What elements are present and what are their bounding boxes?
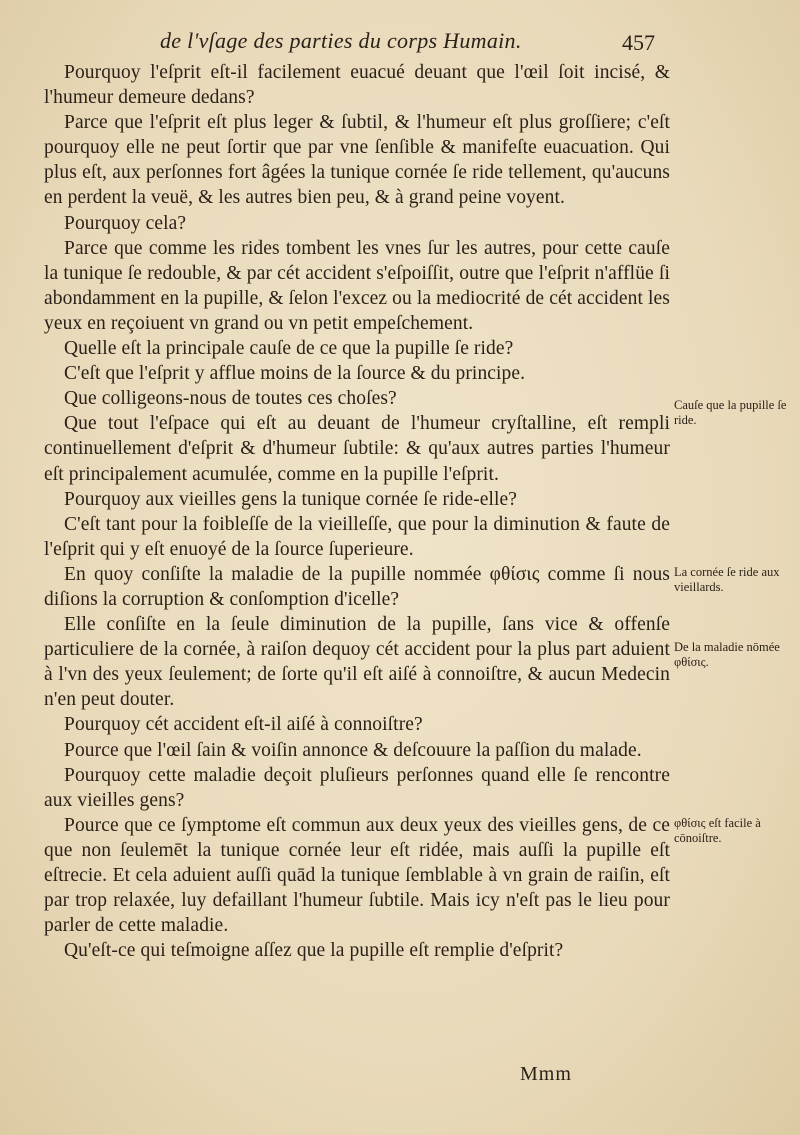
paragraph-answer: Parce que comme les rides tombent les vnes ſur les autres, pour cette cauſe la tunique ſe redouble, & par cét accident s'eſpoiſſit, outre que l'eſprit n'afflüe ſi abondamment en la pupille, & ſelon l'excez ou la mediocrité de cét accident les yeux en reçoiuent vn grand ou vn petit empeſchement.: [44, 237, 670, 334]
paragraph-question: Pourquoy l'eſprit eſt-il facilement euacué deuant que l'œil ſoit incisé, & l'humeur demeure dedans?: [44, 62, 670, 109]
paragraph-answer: C'eſt tant pour la foibleſſe de la vieilleſſe, que pour la diminution & faute de l'eſprit qui y eſt enuoyé de la ſource ſuperieure.: [44, 513, 670, 560]
running-title: de l'vſage des parties du corps Humain.: [160, 28, 522, 53]
paragraph-answer: Parce que l'eſprit eſt plus leger & ſubtil, & l'humeur eſt plus groſſiere; c'eſt pourquoy elle ne peut ſortir que par vne ſenſible & manifeſte euacuation. Qui plus eſt, aux perſonnes fort âgées la tunique cornée ſe ride tellement, qu'aucuns en perdent la veuë, & les autres bien peu, & à grand peine voyent.: [44, 112, 670, 209]
paragraph-answer: Que tout l'eſpace qui eſt au deuant de l'humeur cryſtalline, eſt rempli continuellement d'eſprit & d'humeur ſubtile: & qu'aux autres parties l'humeur eſt principalement acumulée, comme en la pupille l'eſprit.: [44, 413, 670, 485]
paragraph-question: Pourquoy cét accident eſt-il aiſé à connoiſtre?: [64, 714, 423, 736]
margin-note: Cauſe que la pupille ſe ride.: [674, 398, 787, 427]
paragraph-question: Pourquoy cette maladie deçoit pluſieurs perſonnes quand elle ſe rencontre aux vieilles gens?: [44, 764, 670, 811]
margin-note: De la maladie nōmée φθίσις.: [674, 640, 780, 669]
paragraph-question: En quoy conſiſte la maladie de la pupille nommée φθίσις comme ſi nous diſions la corruption & conſomption d'icelle?: [44, 563, 670, 610]
margin-note: La cornée ſe ride aux vieillards.: [674, 565, 780, 594]
signature-mark: Mmm: [520, 1063, 572, 1085]
paragraph-answer: Pource que ce ſymptome eſt commun aux deux yeux des vieilles gens, de ce que non ſeulemēt la tunique cornée leur eſt ridée, mais auſſi la pupille eſt eſtrecie. Et cela aduient auſſi quād la tunique ſemblable à vn grain de raiſin, eſt par trop relaxée, luy defaillant l'humeur ſubtile. Mais icy n'eſt pas le lieu pour parler de cette maladie.: [44, 814, 670, 937]
page-number: 457: [622, 30, 655, 55]
paragraph-question: Que colligeons-nous de toutes ces choſes?: [64, 388, 397, 410]
paragraph-question: Quelle eſt la principale cauſe de ce que la pupille ſe ride?: [64, 338, 514, 360]
paragraph-answer: C'eſt que l'eſprit y afflue moins de la ſource & du principe.: [64, 363, 526, 385]
margin-note: φθίσις eſt facile à cōnoiſtre.: [674, 816, 761, 845]
main-text: [44, 60, 670, 963]
paragraph-question: Pourquoy cela?: [64, 212, 187, 234]
paragraph-question: Qu'eſt-ce qui teſmoigne aſſez que la pupille eſt remplie d'eſprit?: [64, 940, 564, 962]
paragraph-answer: Elle conſiſte en la ſeule diminution de la pupille, ſans vice & offenſe particuliere de la cornée, à raiſon dequoy cét accident pour la plus part aduient à l'vn des yeux ſeulement; de ſorte qu'il eſt aiſé à connoiſtre, & aucun Medecin n'en peut douter.: [44, 614, 670, 711]
paragraph-answer: Pource que l'œil ſain & voiſin annonce & deſcouure la paſſion du malade.: [64, 739, 642, 761]
paragraph-question: Pourquoy aux vieilles gens la tunique cornée ſe ride-elle?: [64, 488, 518, 510]
